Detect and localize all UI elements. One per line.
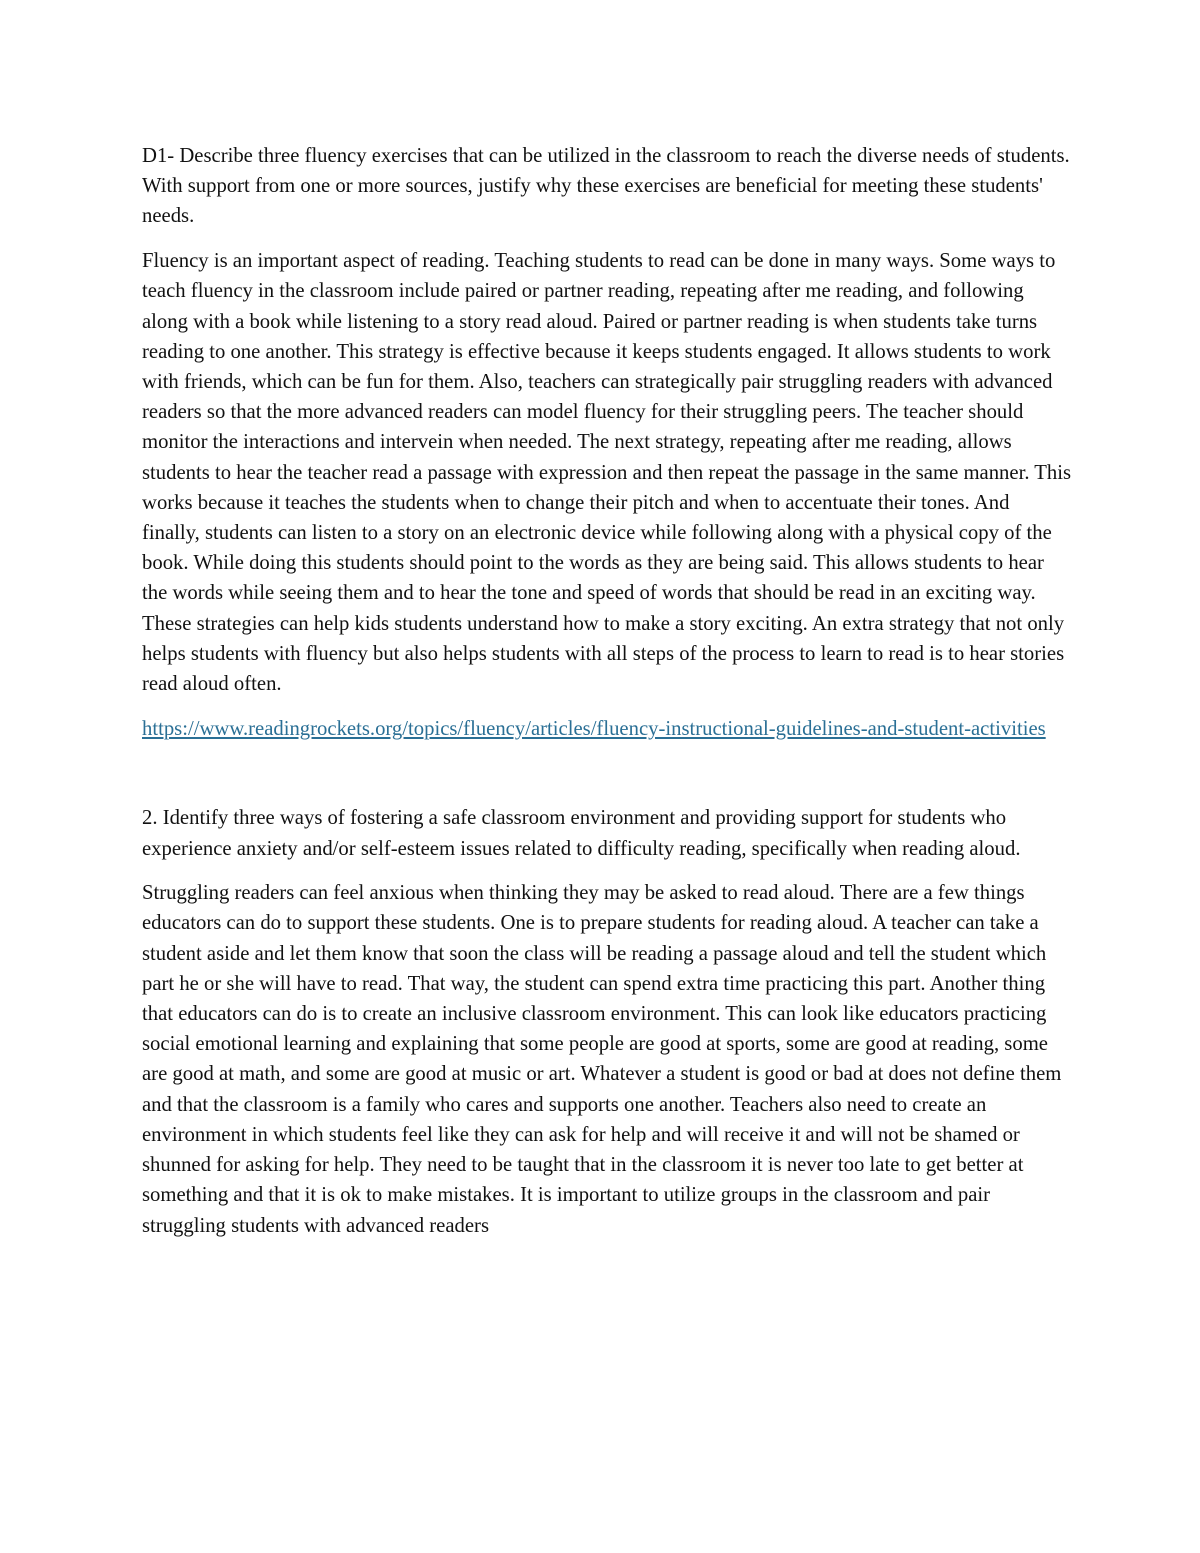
answer-2: Struggling readers can feel anxious when thinking they may be asked to read aloud. There are a few things educators can do to support these students. One is to prepare students for reading aloud. A teacher can take a student aside and let them know that soon the class will be reading a passage aloud and tell the student which part he or she will have to read. That way, the student can spend extra time practicing this part. Another thing that educators can do is to create an inclusive classroom environment. This can look like educators practicing social emotional learning and explaining that some people are good at sports, some are good at reading, some are good at math, and some are good at music or art. Whatever a student is good or bad at does not define them and that the classroom is a family who cares and supports one another. Teachers also need to create an environment in which students feel like they can ask for help and will receive it and will not be shamed or shunned for asking for help. They need to be taught that in the classroom it is never too late to get better at something and that it is ok to make mistakes. It is important to utilize groups in the classroom and pair struggling students with advanced readers — [142, 882, 1062, 1237]
question-1: D1- Describe three fluency exercises that can be utilized in the classroom to reach the diverse needs of students. With support from one or more sources, justify why these exercises are beneficial for meeting these students' needs. — [142, 145, 1070, 228]
source-link[interactable]: https://www.readingrockets.org/topics/fluency/articles/fluency-instructional-guidelines-and-student-activities — [142, 717, 1046, 740]
answer-1: Fluency is an important aspect of reading. Teaching students to read can be done in many ways. Some ways to teach fluency in the classroom include paired or partner reading, repeating after me reading, and following along with a book while listening to a story read aloud. Paired or partner reading is when students take turns reading to one another. This strategy is effective because it keeps students engaged. It allows students to work with friends, which can be fun for them. Also, teachers can strategically pair struggling readers with advanced readers so that the more advanced readers can model fluency for their struggling peers. The teacher should monitor the interactions and intervein when needed. The next strategy, repeating after me reading, allows students to hear the teacher read a passage with expression and then repeat the passage in the same manner. This works because it teaches the students when to change their pitch and when to accentuate their tones. And finally, students can listen to a story on an electronic device while following along with a physical copy of the book. While doing this students should point to the words as they are being said. This allows students to hear the words while seeing them and to hear the tone and speed of words that should be read in an exciting way. These strategies can help kids students understand how to make a story exciting. An extra strategy that not only helps students with fluency but also helps students with all steps of the process to learn to read is to hear stories read aloud often. — [142, 250, 1072, 695]
section-spacer — [142, 758, 1072, 803]
question-2: 2. Identify three ways of fostering a safe classroom environment and providing support for students who experience anxiety and/or self-esteem issues related to difficulty reading, specifically when reading aloud. — [142, 807, 1021, 860]
document-body — [142, 141, 1072, 1255]
